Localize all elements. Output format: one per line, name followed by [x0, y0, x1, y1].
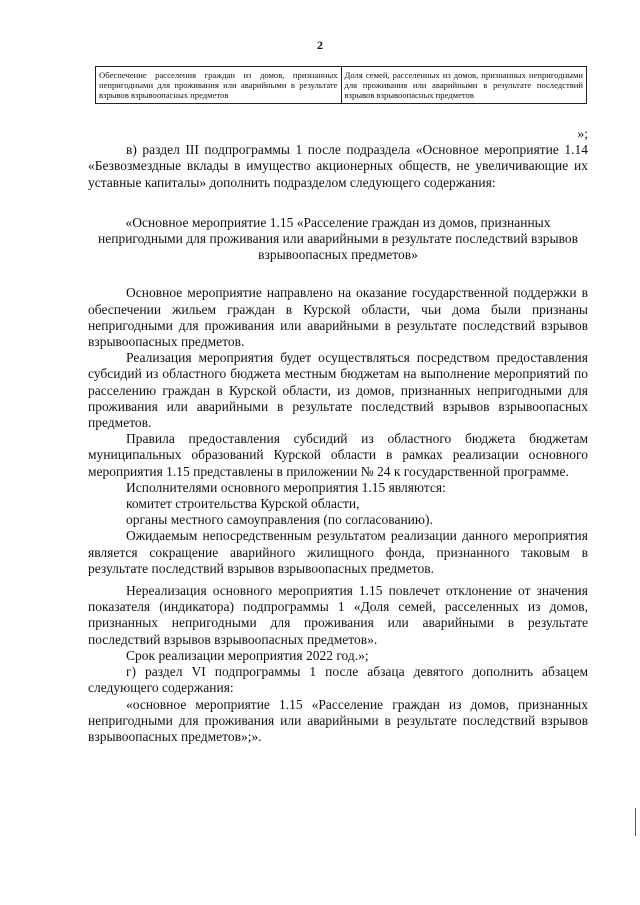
scan-mark: [635, 808, 636, 836]
table-row: [96, 67, 587, 104]
paragraph-implementation: Реализация мероприятия будет осуществляться посредством предоставления субсидий из областного бюджета местным бюджетам на выполнение мероприятий по расселению граждан в Курской области, из домов, признанных непригодными для проживания или аварийными в результате последствий взрывов взрывоопасных предметов.: [88, 350, 588, 431]
document-body: [88, 126, 588, 745]
paragraph-expected-result: Ожидаемым непосредственным результатом реализации данного мероприятия является сокращение аварийного жилищного фонда, признанного таковым в результате последствий взрывов взрывоопасных предметов.: [88, 528, 588, 576]
table-cell-activity: Обеспечение расселения граждан из домов, признанных непригодными для проживания или аварийными в результате взрывов взрывоопасных предметов: [96, 67, 342, 104]
paragraph-new-item: «основное мероприятие 1.15 «Расселение граждан из домов, признанных непригодными для проживания или аварийными в результате последствий взрывов взрывоопасных предметов»;».: [88, 696, 588, 744]
closing-quote: »;: [577, 126, 588, 141]
paragraph-rules: Правила предоставления субсидий из областного бюджета бюджетам муниципальных образований Курской области в рамках реализации основного мероприятия 1.15 представлены в приложении № 24 к государственной программе.: [88, 431, 588, 479]
paragraph-executors: Исполнителями основного мероприятия 1.15 являются:: [126, 479, 446, 495]
paragraph-section-vi: г) раздел VI подпрограммы 1 после абзаца девятого дополнить абзацем следующего содержания:: [88, 664, 588, 696]
paragraph-deadline: Срок реализации мероприятия 2022 год.»;: [126, 647, 369, 663]
indicators-table: [95, 66, 587, 104]
paragraph-section-iii: в) раздел III подпрограммы 1 после подраздела «Основное мероприятие 1.14 «Безвозмездные вклады в имущество акционерных обществ, не увеличивающие их уставные капиталы» дополнить подразделом следующего содержания:: [88, 142, 588, 190]
paragraph-purpose: Основное мероприятие направлено на оказание государственной поддержки в обеспечении жильем граждан в Курской области, чьи дома были признаны непригодными для проживания или аварийными в результате последствий взрывов взрывоопасных предметов.: [88, 285, 588, 350]
subsection-heading: «Основное мероприятие 1.15 «Расселение граждан из домов, признанных непригодными для проживания или аварийными в результате последствий взрывов взрывоопасных предметов»: [98, 214, 578, 263]
page-number: 2: [317, 38, 323, 52]
paragraph-executor-local: органы местного самоуправления (по согласованию).: [126, 512, 433, 528]
paragraph-executor-committee: комитет строительства Курской области,: [126, 496, 360, 512]
table-cell-indicator: Доля семей, расселенных из домов, признанных непригодными для проживания или аварийными в результате последствий взрывов взрывоопасных предметов: [341, 67, 587, 104]
paragraph-non-implementation: Нереализация основного мероприятия 1.15 повлечет отклонение от значения показателя (индикатора) подпрограммы 1 «Доля семей, расселенных из домов, признанных непригодными для проживания или аварийными в результате последствий взрывов взрывоопасных предметов».: [88, 583, 588, 647]
